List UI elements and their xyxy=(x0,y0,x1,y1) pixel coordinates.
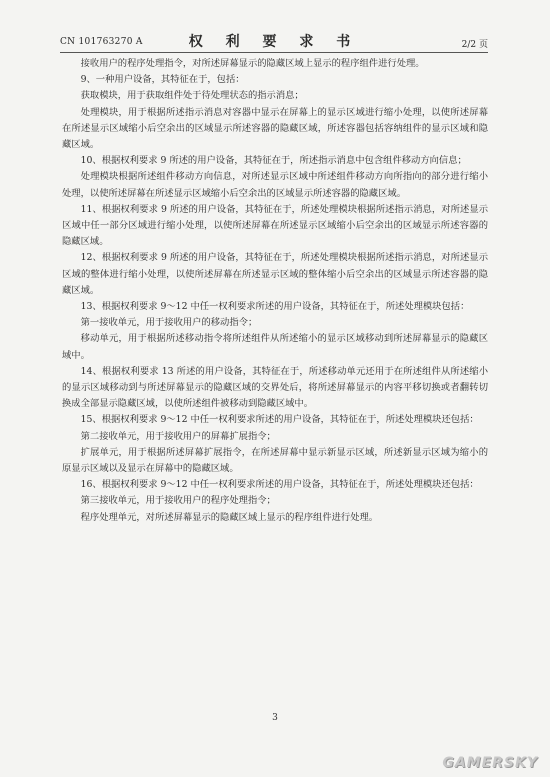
claims-body xyxy=(62,56,488,526)
claim-paragraph: 扩展单元，用于根据所述屏幕扩展指令，在所述屏幕中显示新显示区域，所述新显示区域为缩小的原显示区域以及显示在屏幕中的隐藏区域。 xyxy=(62,446,488,475)
claim-paragraph: 第一接收单元，用于接收用户的移动指令； xyxy=(80,317,258,329)
claim-paragraph: 程序处理单元，对所述屏幕显示的隐藏区域上显示的程序组件进行处理。 xyxy=(80,511,379,523)
claim-paragraph: 第三接收单元，用于接收用户的程序处理指令； xyxy=(80,495,276,507)
claim-paragraph: 16、根据权利要求 9～12 中任一权利要求所述的用户设备，其特征在于，所述处理模块还包括： xyxy=(80,479,479,491)
claim-paragraph: 12、根据权利要求 9 所述的用户设备，其特征在于，所述处理模块根据所述指示消息，对所述显示区域的整体进行缩小处理，以使所述屏幕在所述显示区域的整体缩小后空余出的区域显示所述容器的隐藏区域。 xyxy=(62,252,488,296)
site-watermark: GAMERSKY xyxy=(442,755,538,771)
page-header xyxy=(60,30,488,53)
claim-paragraph: 13、根据权利要求 9～12 中任一权利要求所述的用户设备，其特征在于，所述处理模块包括： xyxy=(80,301,470,313)
claim-paragraph: 移动单元，用于根据所述移动指令将所述组件从所述缩小的显示区域移动到所述屏幕显示的隐藏区域中。 xyxy=(62,333,488,361)
document-title: 权 利 要 求 书 xyxy=(188,34,360,50)
claim-paragraph: 接收用户的程序处理指令，对所述屏幕显示的隐藏区域上显示的程序组件进行处理。 xyxy=(80,58,425,69)
claim-paragraph: 10、根据权利要求 9 所述的用户设备，其特征在于，所述指示消息中包含组件移动方向信息； xyxy=(80,155,467,167)
page-indicator: 2/2 页 xyxy=(461,40,488,50)
claim-paragraph: 处理模块根据所述组件移动方向信息，对所述显示区域中所述组件移动方向所指向的部分进行缩小处理，以使所述屏幕在所述显示区域缩小后空余出的区域显示所述容器的隐藏区域。 xyxy=(62,171,488,199)
claim-paragraph: 15、根据权利要求 9～12 中任一权利要求所述的用户设备，其特征在于，所述处理模块还包括： xyxy=(80,414,479,426)
claim-paragraph: 处理模块，用于根据所述指示消息对容器中显示在屏幕上的显示区域进行缩小处理，以使所述屏幕在所述显示区域缩小后空余出的区域显示所述容器的隐藏区域，所述容器包括容纳组件的显示区域和隐藏区域。 xyxy=(62,106,488,151)
claim-paragraph: 11、根据权利要求 9 所述的用户设备，其特征在于，所述处理模块根据所述指示消息，对所述显示区域中任一部分区域进行缩小处理，以使所述屏幕在所述显示区域缩小后空余出的区域显示所述容器的隐藏区域。 xyxy=(62,203,488,248)
patent-number: CN 101763270 A xyxy=(60,37,143,47)
claim-paragraph: 9、一种用户设备，其特征在于，包括： xyxy=(80,74,245,86)
claim-paragraph: 第二接收单元，用于接收用户的屏幕扩展指令； xyxy=(80,430,276,442)
claim-paragraph: 获取模块，用于获取组件处于待处理状态的指示消息； xyxy=(80,90,304,102)
claim-paragraph: 14、根据权利要求 13 所述的用户设备，其特征在于，所述移动单元还用于在所述组件从所述缩小的显示区域移动到与所述屏幕显示的隐藏区域的交界处后，将所述屏幕显示的内容平移切换或者翻转切换成全部显示隐藏区域，以使所述组件被移动到隐藏区域中。 xyxy=(62,365,488,410)
page-number: 3 xyxy=(272,713,278,723)
